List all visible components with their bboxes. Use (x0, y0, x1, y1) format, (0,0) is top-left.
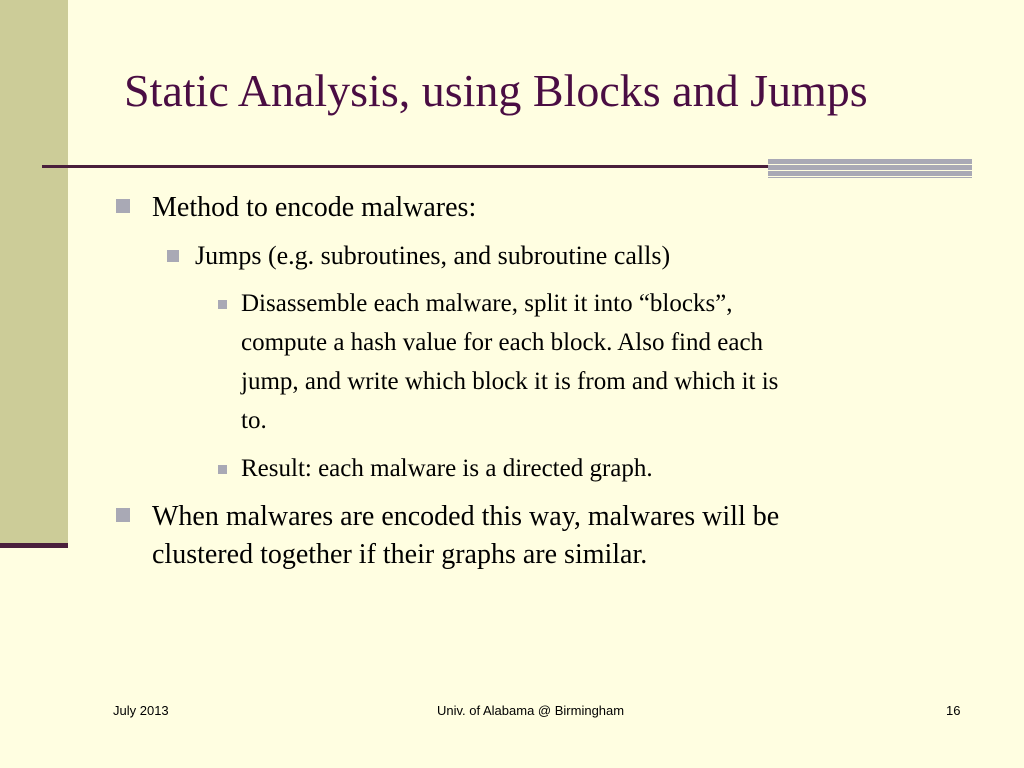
footer-date: July 2013 (113, 703, 169, 718)
bullet-square-icon (218, 465, 227, 474)
bullet-square-icon (218, 300, 227, 309)
left-decor-bar (0, 0, 68, 545)
text-line: jump, and write which block it is from and which it is (241, 368, 779, 395)
bullet-level2-jumps: Jumps (e.g. subroutines, and subroutine calls) (195, 241, 671, 270)
left-decor-bar-base (0, 543, 68, 548)
text-line: clustered together if their graphs are similar. (152, 539, 648, 570)
bullet-square-icon (116, 508, 130, 522)
footer-page-number: 16 (946, 703, 961, 718)
title-accent-stripes (768, 159, 972, 178)
bullet-square-icon (116, 199, 130, 213)
bullet-square-icon (167, 250, 179, 262)
text-line: compute a hash value for each block. Also find each (241, 329, 764, 356)
text-line: Disassemble each malware, split it into “blocks”, (241, 290, 733, 317)
bullet-level3-result: Result: each malware is a directed graph. (241, 455, 653, 482)
text-line: When malwares are encoded this way, malwares will be (152, 501, 780, 532)
bullet-level1-method: Method to encode malwares: (152, 192, 477, 223)
bullet-level3-disassemble (241, 284, 778, 440)
slide-title: Static Analysis, using Blocks and Jumps (124, 65, 868, 116)
text-line: to. (241, 407, 267, 434)
bullet-level1-clustered (152, 498, 779, 574)
footer-organization: Univ. of Alabama @ Birmingham (437, 703, 625, 718)
